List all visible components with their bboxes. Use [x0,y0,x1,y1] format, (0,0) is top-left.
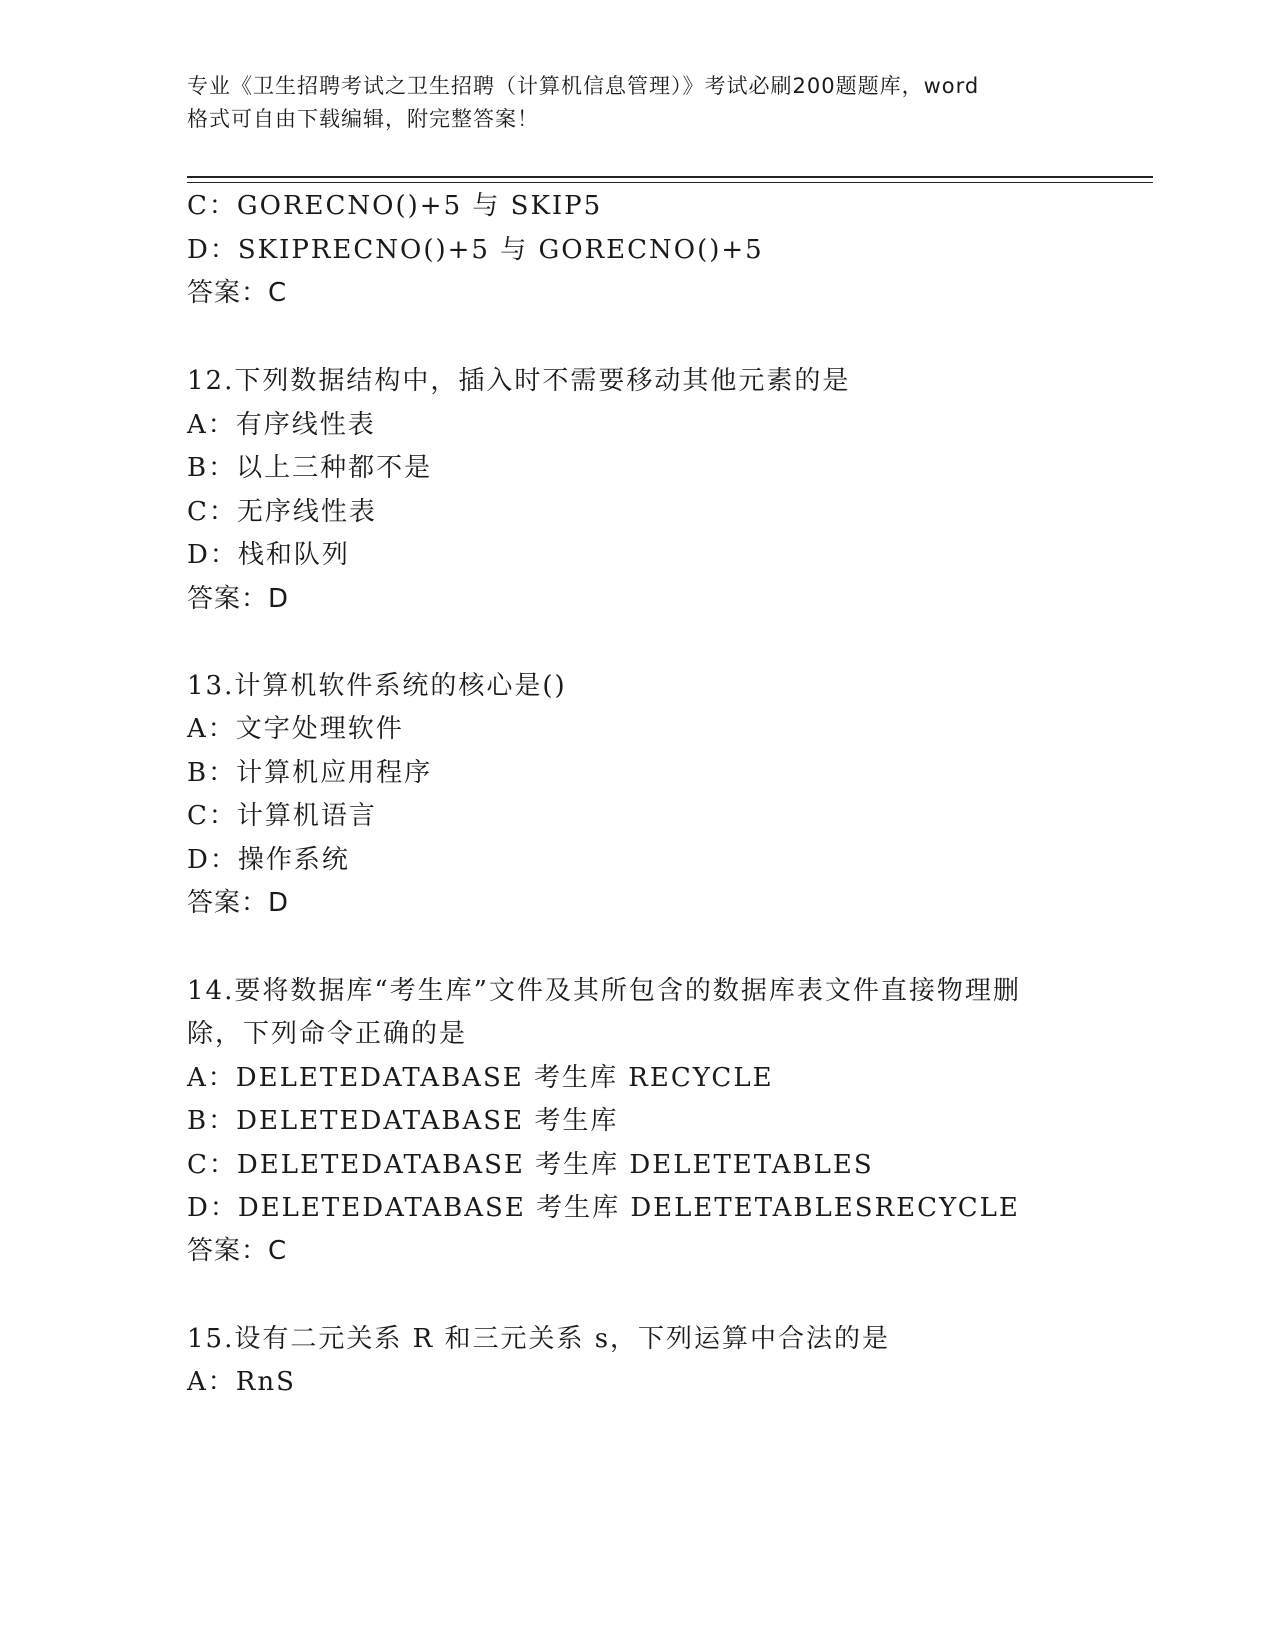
option-c: C：计算机语言 [187,801,377,831]
question-12: 12.下列数据结构中，插入时不需要移动其他元素的是 [187,366,851,396]
option-d: D：DELETEDATABASE 考生库 DELETETABLESRECYCLE [187,1193,1020,1223]
option-d: D：SKIPRECNO()+5 与 GORECNO()+5 [187,235,764,265]
option-a: A：DELETEDATABASE 考生库 RECYCLE [187,1063,774,1093]
question-14-continued: 除，下列命令正确的是 [187,1019,468,1049]
option-a: A：RnS [187,1367,296,1397]
question-13: 13.计算机软件系统的核心是() [187,671,567,701]
option-c: C：DELETEDATABASE 考生库 DELETETABLES [187,1150,874,1180]
option-c: C：GORECNO()+5 与 SKIP5 [187,191,603,221]
answer: 答案：D [187,888,290,918]
option-c: C：无序线性表 [187,497,377,527]
header-line-2: 格式可自由下载编辑，附完整答案！ [187,107,539,131]
answer: 答案：D [187,584,290,614]
header-divider-thin [187,182,1153,183]
header-divider-thick [187,176,1153,178]
question-14: 14.要将数据库“考生库”文件及其所包含的数据库表文件直接物理删 [187,976,1021,1006]
option-b: B：以上三种都不是 [187,453,433,483]
option-b: B：DELETEDATABASE 考生库 [187,1106,619,1136]
option-d: D：操作系统 [187,845,350,875]
document-header [187,70,1087,136]
answer: 答案：C [187,1236,288,1266]
option-a: A：有序线性表 [187,410,376,440]
option-b: B：计算机应用程序 [187,758,433,788]
option-d: D：栈和队列 [187,540,350,570]
option-a: A：文字处理软件 [187,714,404,744]
header-line-1: 专业《卫生招聘考试之卫生招聘（计算机信息管理）》考试必刷200题题库，word [187,74,980,98]
question-15: 15.设有二元关系 R 和三元关系 s，下列运算中合法的是 [187,1324,891,1354]
answer: 答案：C [187,278,288,308]
